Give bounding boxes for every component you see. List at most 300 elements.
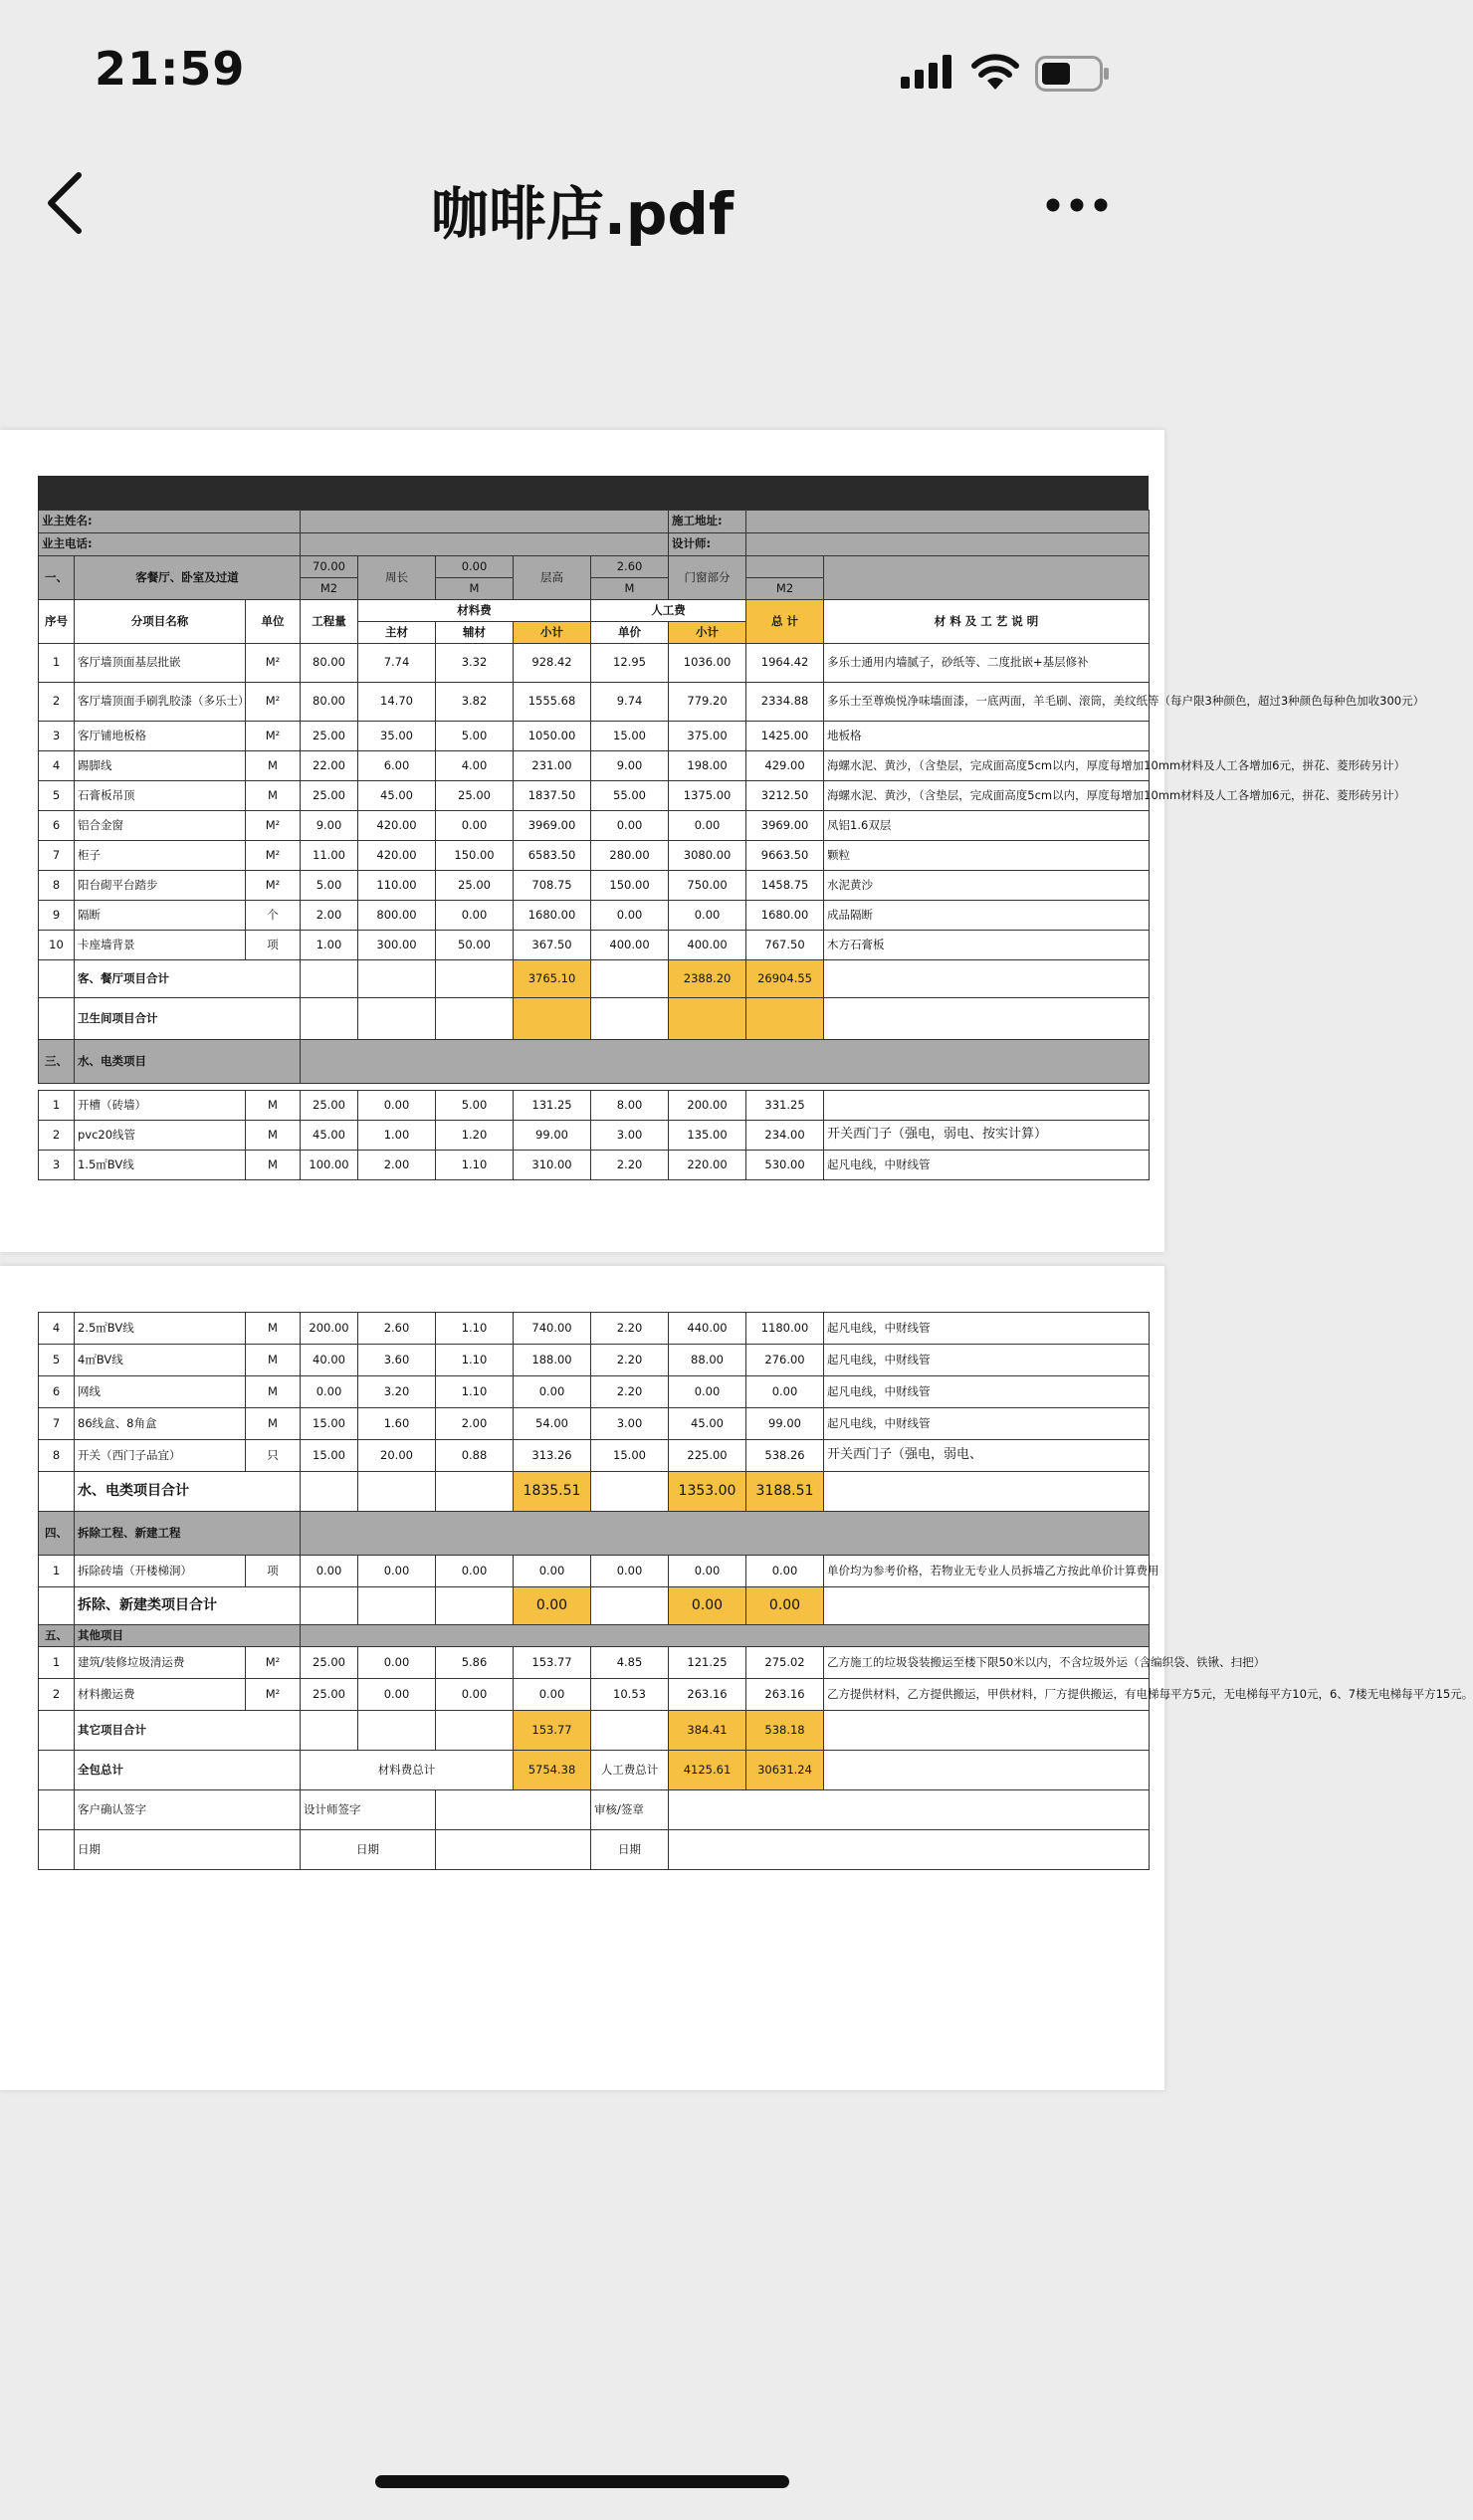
subtotal-material: 3765.10 [514,960,591,998]
cell-total: 234.00 [746,1121,824,1151]
cell-aux: 0.00 [436,901,514,931]
cell-desc: 多乐士通用内墙腻子，砂纸等、二度批嵌+基层修补 [824,644,1150,683]
owner-phone-label: 业主电话: [39,533,301,556]
cell-price: 0.00 [591,811,669,841]
cell-sub: 928.42 [514,644,591,683]
cell-qty: 2.00 [301,901,358,931]
cell-name: 网线 [75,1376,246,1408]
cell-main: 20.00 [358,1440,436,1472]
cell-desc [824,1091,1150,1121]
electric-subtotal-total: 3188.51 [746,1472,824,1512]
cell-sub: 1050.00 [514,722,591,751]
table-row [39,722,1150,751]
cell-price: 150.00 [591,871,669,901]
status-bar [0,0,1164,139]
area-value: 70.00 [301,556,358,578]
cell-main: 7.74 [358,644,436,683]
cell-desc: 乙方施工的垃圾袋装搬运至楼下限50米以内，不含垃圾外运（含编织袋、铁锹、扫把） [824,1647,1150,1679]
cell-name: 柜子 [75,841,246,871]
section5-number: 五、 [39,1625,75,1647]
cell-no: 6 [39,1376,75,1408]
cell-total: 3969.00 [746,811,824,841]
cell-no: 5 [39,781,75,811]
table-row: 1 拆除砖墙（开楼梯洞） 项 0.00 0.00 0.00 0.00 0.00 0.00 0.00 单价均为参考价格，若物业无专业人员拆墙乙方按此单价计算费用 [39,1556,1150,1587]
other-subtotal-total: 538.18 [746,1711,824,1751]
cell-qty: 25.00 [301,781,358,811]
cell-aux: 5.86 [436,1647,514,1679]
cell-desc: 起凡电线，中财线管 [824,1345,1150,1376]
cell-price: 12.95 [591,644,669,683]
cell-unit: 只 [246,1440,301,1472]
cell-main: 0.00 [358,1647,436,1679]
cell-lsub: 225.00 [669,1440,746,1472]
cell-qty: 15.00 [301,1408,358,1440]
cell-lsub: 0.00 [669,1376,746,1408]
cell-main: 110.00 [358,871,436,901]
cell-name: 1.5㎡BV线 [75,1151,246,1180]
cell-sub: 231.00 [514,751,591,781]
cell-sub: 153.77 [514,1647,591,1679]
cell-no: 3 [39,722,75,751]
cell-sub: 0.00 [514,1679,591,1711]
table-row [39,901,1150,931]
cell-qty: 0.00 [301,1376,358,1408]
cell-desc: 起凡电线，中财线管 [824,1151,1150,1180]
cell-name: 86线盒、8角盒 [75,1408,246,1440]
cell-sub: 310.00 [514,1151,591,1180]
section3-header-row [39,1040,1150,1084]
cell-qty: 9.00 [301,811,358,841]
col-aux-material: 辅材 [436,622,514,644]
cell-unit: M [246,1121,301,1151]
cell-desc: 水泥黄沙 [824,871,1150,901]
cell-desc: 凤铝1.6双层 [824,811,1150,841]
cell-main: 6.00 [358,751,436,781]
signal-icon [901,55,954,89]
client-signature-label: 客户确认签字 [75,1790,301,1830]
cell-price: 280.00 [591,841,669,871]
col-labor-price: 单价 [591,622,669,644]
cell-unit: M [246,1345,301,1376]
cell-unit: M [246,1376,301,1408]
cell-name: 2.5㎡BV线 [75,1313,246,1345]
cell-qty: 25.00 [301,1679,358,1711]
date-label-review: 日期 [591,1830,669,1870]
cell-total: 1458.75 [746,871,824,901]
cell-unit: M² [246,722,301,751]
cell-lsub: 121.25 [669,1647,746,1679]
cell-price: 2.20 [591,1151,669,1180]
cell-desc: 起凡电线，中财线管 [824,1313,1150,1345]
cell-unit: M² [246,683,301,722]
cell-price: 2.20 [591,1345,669,1376]
cell-unit: M² [246,841,301,871]
electric-subtotal-labor: 1353.00 [669,1472,746,1512]
cell-desc: 地板格 [824,722,1150,751]
cell-name: 客厅墙顶面手刷乳胶漆（多乐士） [75,683,246,722]
cell-name: 材料搬运费 [75,1679,246,1711]
cell-main: 420.00 [358,811,436,841]
cell-lsub: 220.00 [669,1151,746,1180]
cell-total: 1680.00 [746,901,824,931]
grand-total-row [39,1751,1150,1790]
cell-lsub: 200.00 [669,1091,746,1121]
battery-icon [1035,56,1111,92]
cell-lsub: 88.00 [669,1345,746,1376]
cell-name: pvc20线管 [75,1121,246,1151]
table-row [39,1091,1150,1121]
cell-aux: 25.00 [436,781,514,811]
cell-sub: 1555.68 [514,683,591,722]
section3-number: 三、 [39,1040,75,1084]
cell-no: 5 [39,1345,75,1376]
height-label: 层高 [514,556,591,600]
cell-aux: 0.88 [436,1440,514,1472]
cell-qty: 5.00 [301,871,358,901]
table-row [39,811,1150,841]
phone-row [39,533,1150,556]
cell-qty: 80.00 [301,644,358,683]
cell-name: 开槽（砖墙） [75,1091,246,1121]
cell-aux: 2.00 [436,1408,514,1440]
cell-aux: 3.82 [436,683,514,722]
cell-price: 4.85 [591,1647,669,1679]
cell-sub: 313.26 [514,1440,591,1472]
subtotal-row-dining [39,960,1150,998]
cell-qty: 25.00 [301,1647,358,1679]
cell-sub: 6583.50 [514,841,591,871]
cell-sub: 740.00 [514,1313,591,1345]
cell-aux: 50.00 [436,931,514,960]
cell-aux: 5.00 [436,722,514,751]
date-label-designer: 日期 [301,1830,436,1870]
cell-total: 275.02 [746,1647,824,1679]
cell-qty: 1.00 [301,931,358,960]
home-indicator[interactable] [375,2475,789,2488]
other-subtotal-label: 其它项目合计 [75,1711,301,1751]
cell-desc: 起凡电线，中财线管 [824,1376,1150,1408]
perimeter-unit: M [436,578,514,600]
demolition-subtotal-total: 0.00 [746,1587,824,1625]
cell-total: 2334.88 [746,683,824,722]
table-row [39,931,1150,960]
more-options-icon[interactable] [1045,197,1109,213]
cell-unit: M² [246,1679,301,1711]
cell-total: 1425.00 [746,722,824,751]
cell-aux: 4.00 [436,751,514,781]
col-total-header: 总 计 [746,600,824,644]
cell-unit: M [246,1151,301,1180]
subtotal-row-electric [39,1472,1150,1512]
cell-main: 14.70 [358,683,436,722]
cell-unit: M [246,1313,301,1345]
cell-unit: M [246,1091,301,1121]
cell-total: 538.26 [746,1440,824,1472]
cell-desc: 多乐士至尊焕悦净味墙面漆，一底两面，羊毛刷、滚筒，美纹纸等（每户限3种颜色，超过3种颜色每种色加收300元） [824,683,1150,722]
height-value: 2.60 [591,556,669,578]
cell-name: 开关（西门子品宜） [75,1440,246,1472]
grand-labor-total: 4125.61 [669,1751,746,1790]
height-unit: M [591,578,669,600]
subtotal-total: 26904.55 [746,960,824,998]
cell-price: 0.00 [591,901,669,931]
cell-main: 3.20 [358,1376,436,1408]
cell-qty: 15.00 [301,1440,358,1472]
designer-label: 设计师: [669,533,746,556]
material-total-label: 材料费总计 [301,1751,514,1790]
cell-lsub: 198.00 [669,751,746,781]
table-row [39,1376,1150,1408]
review-signature-label: 审核/签章 [591,1790,669,1830]
cell-qty: 45.00 [301,1121,358,1151]
cell-no: 1 [39,1091,75,1121]
cell-main: 45.00 [358,781,436,811]
cell-no: 2 [39,1121,75,1151]
cell-name: 客厅墙顶面基层批嵌 [75,644,246,683]
cell-desc: 开关西门子（强电，弱电、按实计算） [824,1121,1150,1151]
col-main-material: 主材 [358,622,436,644]
cell-main: 2.60 [358,1313,436,1345]
cell-desc: 乙方提供材料，乙方提供搬运，甲供材料，厂方提供搬运，有电梯每平方5元，无电梯每平方10元，6、7楼无电梯每平方15元。 [824,1679,1150,1711]
cell-price: 400.00 [591,931,669,960]
cell-total: 530.00 [746,1151,824,1180]
cell-qty: 11.00 [301,841,358,871]
cell-desc: 木方石膏板 [824,931,1150,960]
cell-desc: 颗粒 [824,841,1150,871]
col-material-header: 材料费 [358,600,591,622]
cell-no: 10 [39,931,75,960]
cell-main: 1.60 [358,1408,436,1440]
table-row [39,1647,1150,1679]
cell-name: 卡座墙背景 [75,931,246,960]
cell-name: 4㎡BV线 [75,1345,246,1376]
cell-lsub: 1375.00 [669,781,746,811]
cell-unit: M² [246,811,301,841]
cell-aux: 0.00 [436,1679,514,1711]
cell-total: 1964.42 [746,644,824,683]
cell-main: 420.00 [358,841,436,871]
subtotal-row-other [39,1711,1150,1751]
cell-total: 9663.50 [746,841,824,871]
perimeter-value: 0.00 [436,556,514,578]
cell-aux: 1.10 [436,1151,514,1180]
cell-qty: 100.00 [301,1151,358,1180]
other-subtotal-material: 153.77 [514,1711,591,1751]
cell-lsub: 3080.00 [669,841,746,871]
wifi-icon [970,52,1020,90]
cell-aux: 150.00 [436,841,514,871]
cell-price: 55.00 [591,781,669,811]
col-unit-header: 单位 [246,600,301,644]
cell-aux: 3.32 [436,644,514,683]
table-row [39,1313,1150,1345]
cell-aux: 1.10 [436,1376,514,1408]
section4-title: 拆除工程、新建工程 [75,1512,301,1556]
cell-total: 1180.00 [746,1313,824,1345]
section5-title: 其他项目 [75,1625,301,1647]
cell-lsub: 0.00 [669,811,746,841]
cell-price: 10.53 [591,1679,669,1711]
cell-lsub: 440.00 [669,1313,746,1345]
col-material-subtotal: 小计 [514,622,591,644]
cell-desc: 海螺水泥、黄沙，（含垫层，完成面高度5cm以内，厚度每增加10mm材料及人工各增加6元，拼花、菱形砖另计） [824,751,1150,781]
cell-total: 331.25 [746,1091,824,1121]
subtotal-label: 客、餐厅项目合计 [75,960,301,998]
demolition-subtotal-label: 拆除、新建类项目合计 [75,1587,301,1625]
cell-lsub: 0.00 [669,901,746,931]
other-subtotal-labor: 384.41 [669,1711,746,1751]
cell-main: 0.00 [358,1091,436,1121]
section-number: 一、 [39,556,75,600]
cell-unit: M [246,1408,301,1440]
cell-qty: 22.00 [301,751,358,781]
cell-qty: 25.00 [301,1091,358,1121]
cell-qty: 25.00 [301,722,358,751]
col-qty-header: 工程量 [301,600,358,644]
date-row [39,1830,1150,1870]
cell-lsub: 45.00 [669,1408,746,1440]
cell-sub: 3969.00 [514,811,591,841]
cell-no: 6 [39,811,75,841]
cell-main: 35.00 [358,722,436,751]
cell-no: 9 [39,901,75,931]
section-title: 客餐厅、卧室及过道 [75,556,301,600]
owner-name-label: 业主姓名: [39,511,301,533]
site-address-label: 施工地址: [669,511,746,533]
cell-price: 2.20 [591,1376,669,1408]
cell-sub: 188.00 [514,1345,591,1376]
cell-qty: 40.00 [301,1345,358,1376]
cell-price: 8.00 [591,1091,669,1121]
col-no-header: 序号 [39,600,75,644]
perimeter-label: 周长 [358,556,436,600]
cell-total: 767.50 [746,931,824,960]
col-labor-subtotal: 小计 [669,622,746,644]
cell-sub: 1837.50 [514,781,591,811]
cell-unit: M² [246,871,301,901]
cell-unit: M [246,781,301,811]
cell-unit: 个 [246,901,301,931]
cell-unit: M² [246,1647,301,1679]
table-row [39,1151,1150,1180]
designer-signature-label: 设计师签字 [301,1790,436,1830]
cell-no: 7 [39,841,75,871]
quote-table-page2 [38,1312,1473,1870]
cell-lsub: 1036.00 [669,644,746,683]
cell-price: 2.20 [591,1313,669,1345]
signature-row [39,1790,1150,1830]
cell-qty: 80.00 [301,683,358,722]
col-labor-header: 人工费 [591,600,746,622]
cell-total: 0.00 [746,1376,824,1408]
cell-name: 建筑/装修垃圾清运费 [75,1647,246,1679]
demolition-subtotal-labor: 0.00 [669,1587,746,1625]
cell-no: 7 [39,1408,75,1440]
table-row [39,1345,1150,1376]
electric-subtotal-material: 1835.51 [514,1472,591,1512]
cell-lsub: 779.20 [669,683,746,722]
cell-price: 3.00 [591,1408,669,1440]
document-title: 咖啡店.pdf [430,180,735,248]
subtotal-labor: 2388.20 [669,960,746,998]
cell-no: 2 [39,1679,75,1711]
cell-aux: 1.10 [436,1313,514,1345]
cell-total: 276.00 [746,1345,824,1376]
status-time: 21:59 [95,42,246,96]
sheet-header-band [38,476,1149,510]
cell-aux: 1.20 [436,1121,514,1151]
cell-unit: M² [246,644,301,683]
table-row [39,644,1150,683]
cell-price: 15.00 [591,722,669,751]
labor-total-label: 人工费总计 [591,1751,669,1790]
door-window-unit: M2 [746,578,824,600]
bathroom-subtotal-label: 卫生间项目合计 [75,998,301,1040]
cell-unit: M [246,751,301,781]
cell-price: 9.74 [591,683,669,722]
header-row-a [39,600,1150,622]
cell-sub: 0.00 [514,1376,591,1408]
section3-title: 水、电类项目 [75,1040,301,1084]
cell-desc: 成品隔断 [824,901,1150,931]
cell-main: 800.00 [358,901,436,931]
cell-sub: 131.25 [514,1091,591,1121]
cell-desc: 开关西门子（强电，弱电、 [824,1440,1150,1472]
cell-no: 3 [39,1151,75,1180]
cell-price: 3.00 [591,1121,669,1151]
date-label-client: 日期 [75,1830,301,1870]
section4-number: 四、 [39,1512,75,1556]
table-row [39,841,1150,871]
subtotal-row-demolition [39,1587,1150,1625]
cell-sub: 99.00 [514,1121,591,1151]
cell-price: 15.00 [591,1440,669,1472]
cell-lsub: 750.00 [669,871,746,901]
table-row [39,683,1150,722]
cell-aux: 5.00 [436,1091,514,1121]
table-row [39,1408,1150,1440]
cell-desc: 海螺水泥、黄沙，（含垫层，完成面高度5cm以内，厚度每增加10mm材料及人工各增加6元，拼花、菱形砖另计） [824,781,1150,811]
cell-lsub: 135.00 [669,1121,746,1151]
cell-total: 3212.50 [746,781,824,811]
cell-lsub: 375.00 [669,722,746,751]
cell-aux: 25.00 [436,871,514,901]
cell-no: 8 [39,871,75,901]
cell-main: 2.00 [358,1151,436,1180]
electric-subtotal-label: 水、电类项目合计 [75,1472,301,1512]
cell-name: 踢脚线 [75,751,246,781]
cell-no: 4 [39,751,75,781]
subtotal-row-bathroom [39,998,1150,1040]
cell-main: 300.00 [358,931,436,960]
cell-desc: 起凡电线，中财线管 [824,1408,1150,1440]
cell-total: 99.00 [746,1408,824,1440]
cell-no: 2 [39,683,75,722]
table-row [39,781,1150,811]
grand-total-value: 30631.24 [746,1751,824,1790]
cell-name: 阳台砌平台踏步 [75,871,246,901]
cell-total: 263.16 [746,1679,824,1711]
table-row [39,1679,1150,1711]
table-row [39,751,1150,781]
cell-total: 429.00 [746,751,824,781]
cell-main: 3.60 [358,1345,436,1376]
grand-total-label: 全包总计 [75,1751,301,1790]
cell-name: 隔断 [75,901,246,931]
cell-sub: 54.00 [514,1408,591,1440]
cell-no: 1 [39,644,75,683]
cell-unit: 项 [246,931,301,960]
